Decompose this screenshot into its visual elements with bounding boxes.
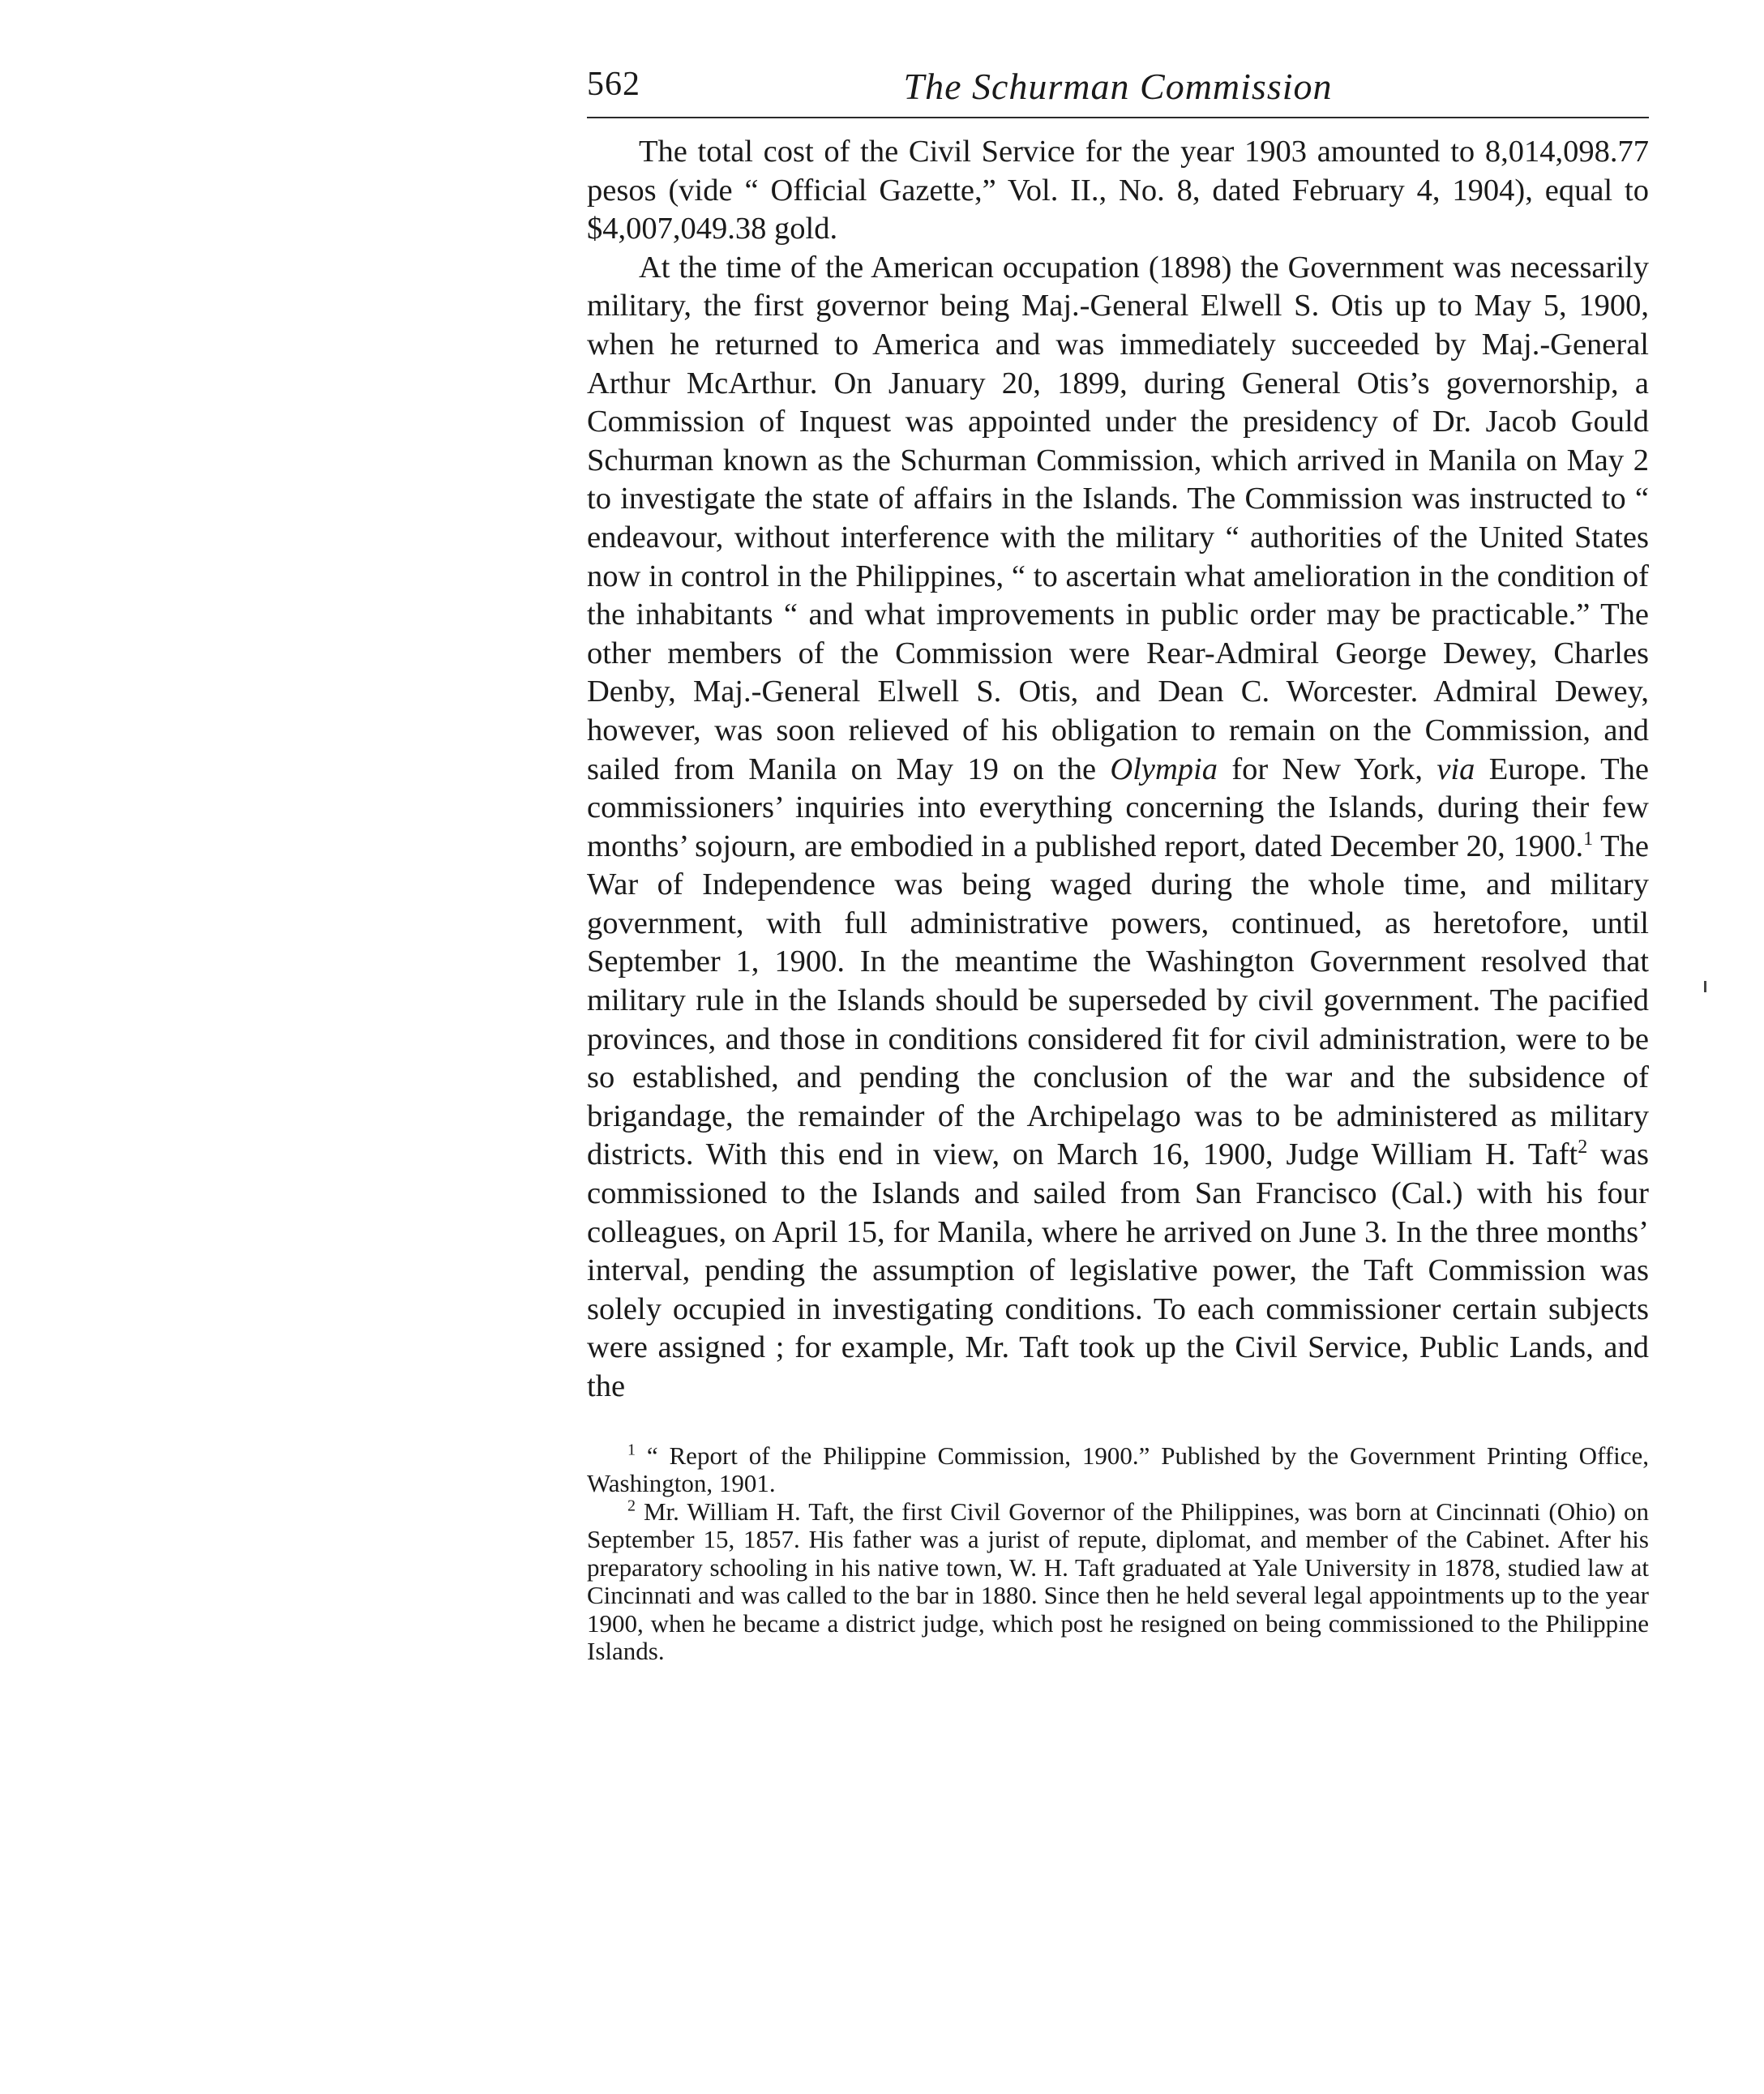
footnote-1-text: “ Report of the Philippine Commission, 1900.” Published by the Government Printing Office, Washington, 1901. — [587, 1441, 1649, 1498]
footnote-reference-1: 1 — [1583, 828, 1594, 850]
book-page — [587, 65, 1649, 1666]
paragraph-2-part-4: The War of Independence was being waged during the whole time, and military government, with full administrative powers, continued, as heretofore, until September 1, 1900. In the meantime the Washington Government resolved that military rule in the Islands should be superseded by civil government. The pacified provinces, and those in conditions considered fit for civil administration, were to be so established, and pending the conclusion of the war and the subsidence of brigandage, the remainder of the Archipelago was to be administered as military districts. With this end in view, on March 16, 1900, Judge William H. Taft — [587, 829, 1649, 1172]
footnote-2-text: Mr. William H. Taft, the first Civil Governor of the Philippines, was born at Cincinnati (Ohio) on September 15, 1857. His father was a jurist of repute, diplomat, and member of the Cabinet. After his preparatory schooling in his native town, W. H. Taft graduated at Yale University in 1878, studied law at Cincinnati and was called to the bar in 1880. Since then he held several legal appointments up to the year 1900, when he became a district judge, which post he resigned on being commissioned to the Philippine Islands. — [587, 1497, 1649, 1666]
page-number: 562 — [587, 66, 640, 103]
body-text — [587, 133, 1649, 1407]
paragraph-2-part-5: was commissioned to the Islands and sailed from San Francisco (Cal.) with his four colleagues, on April 15, for Manila, where he arrived on June 3. In the three months’ interval, pending the assumption of legislative power, the Taft Commission was solely occupied in investigating conditions. To each commissioner certain subjects were assigned ; for example, Mr. Taft took up the Civil Service, Public Lands, and the — [587, 1137, 1649, 1403]
footnote-1-mark: 1 — [627, 1441, 636, 1459]
paragraph-civil-service-cost — [587, 133, 1649, 249]
paragraph-2-part-3: Europe. The commissioners’ inquiries into everything concerning the Islands, during their few months’ sojourn, are embodied in a published report, dated December 20, 1900. — [587, 752, 1650, 863]
ship-name-olympia: Olympia — [1110, 752, 1218, 786]
footnote-2 — [587, 1498, 1649, 1666]
paragraph-2-part-1: At the time of the American occupation (1898) the Government was necessarily military, the first governor being Maj.-General Elwell S. Otis up to May 5, 1900, when he returned to America and was immediately succeeded by Maj.-General Arthur McArthur. On January 20, 1899, during General Otis’s governorship, a Commission of Inquest was appointed under the presidency of Dr. Jacob Gould Schurman known as the Schurman Commission, which arrived in Manila on May 2 to investigate the state of affairs in the Islands. The Commission was instructed to “ endeavour, without interference with the military “ authorities of the United States now in control in the Philippines, “ to ascertain what amelioration in the condition of the inhabitants “ and what improvements in public order may be practicable.” The other members of the Commission were Rear-Admiral George Dewey, Charles Denby, Maj.-General Elwell S. Otis, and Dean C. Worcester. Admiral Dewey, however, was soon relieved of his obligation to remain on the Commission, and sailed from Manila on May 19 on the — [587, 250, 1649, 786]
paragraph-1-text: The total cost of the Civil Service for the year 1903 amounted to 8,014,098.77 pesos (vide “ Official Gazette,” Vol. II., No. 8, dated February 4, 1904), equal to $4,007,049.38 gold. — [587, 135, 1649, 246]
via-word: via — [1436, 752, 1475, 786]
paragraph-schurman-commission — [587, 249, 1649, 1407]
scan-speck — [1704, 981, 1706, 992]
paragraph-2-part-2: for New York, — [1231, 752, 1424, 786]
running-title: The Schurman Commission — [903, 66, 1333, 107]
running-head — [587, 65, 1649, 118]
footnote-reference-2: 2 — [1578, 1137, 1588, 1158]
footnote-1 — [587, 1442, 1649, 1498]
footnote-2-mark: 2 — [627, 1497, 636, 1515]
footnotes — [587, 1442, 1649, 1666]
